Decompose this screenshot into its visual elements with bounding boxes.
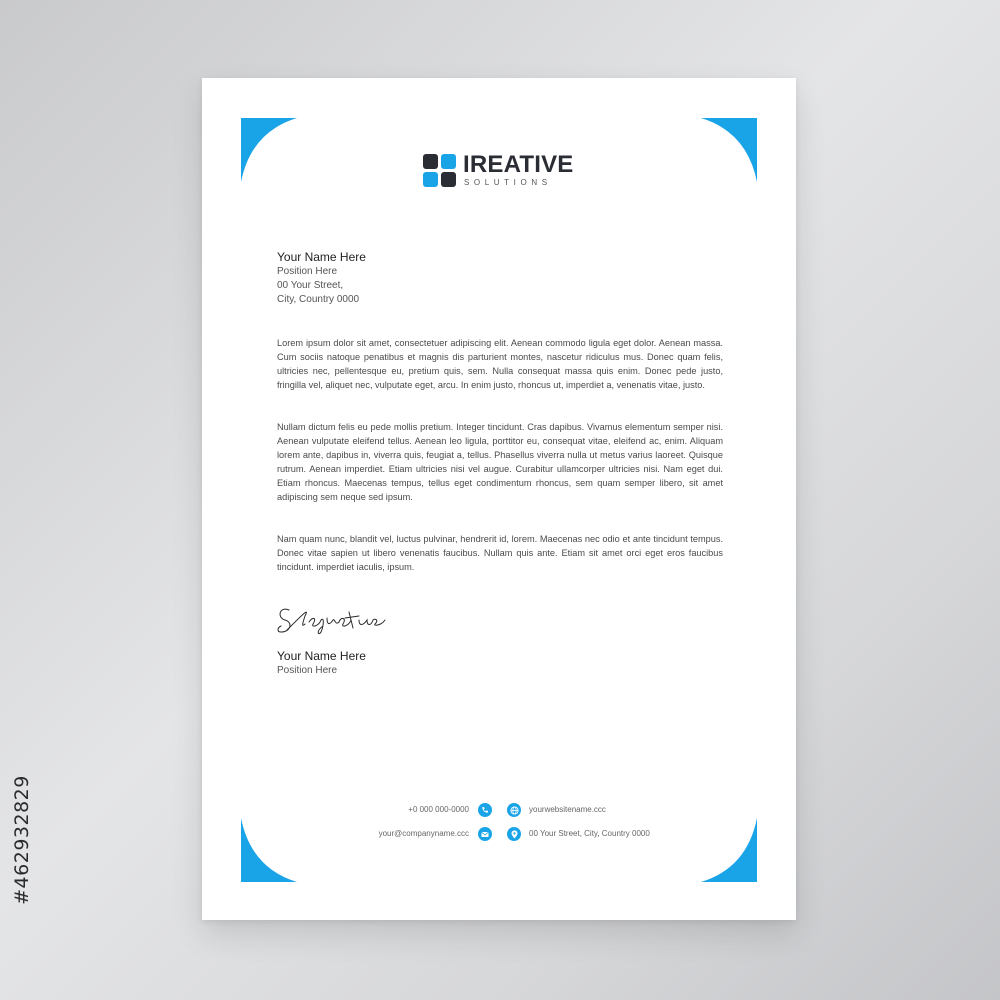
sender-street: 00 Your Street, [277,280,344,291]
body-paragraph-3: Nam quam nunc, blandit vel, luctus pulvinar, hendrerit id, lorem. Maecenas nec odio et ante tincidunt tempus. Donec vitae sapien ut libero venenatis faucibus. Nullam quis ante. Etiam sit amet orci eget eros faucibus tincidunt. imperdiet iaculis, ipsum. [277,534,723,572]
corner-accent-top-right [701,118,757,182]
signatory-position: Position Here [277,665,338,676]
corner-accent-bottom-right [701,818,757,882]
corner-accent-bottom-left [241,818,297,882]
signatory-name: Your Name Here [277,649,366,663]
body-paragraph-1: Lorem ipsum dolor sit amet, consectetuer adipiscing elit. Aenean commodo ligula eget dolor. Aenean massa. Cum sociis natoque penatibus et magnis dis parturient montes, nascetur ridiculus mus. Donec quam felis, ultricies nec, pellentesque eu, pretium quis, sem. Nulla consequat massa quis enim. Donec pede justo, fringilla vel, aliquet nec, vulputate eget, arcu. In enim justo, rhoncus ut, imperdiet a, venenatis vitae, justo. [277,338,723,390]
globe-icon [507,803,521,817]
footer-address: 00 Your Street, City, Country 0000 [529,829,650,838]
letterhead-page [202,78,796,920]
mail-icon [478,827,492,841]
phone-icon [478,803,492,817]
sender-position: Position Here [277,266,338,277]
stock-image-id [6,760,38,920]
sender-name: Your Name Here [277,250,366,264]
logo-mark-icon [423,154,456,187]
logo-subtitle: SOLUTIONS [464,178,552,187]
footer-phone: +0 000 000-0000 [408,805,469,814]
logo-title: IREATIVE [463,151,574,178]
footer-email: your@companyname.ccc [378,829,469,838]
sender-city: City, Country 0000 [277,294,360,305]
handwritten-signature [275,602,387,636]
location-pin-icon [507,827,521,841]
company-logo [423,152,583,188]
corner-accent-top-left [241,118,297,182]
footer-website: yourwebsitename.ccc [529,805,606,814]
body-paragraph-2: Nullam dictum felis eu pede mollis pretium. Integer tincidunt. Cras dapibus. Vivamus elementum semper nisi. Aenean vulputate eleifend tellus. Aenean leo ligula, porttitor eu, consequat vitae, eleifend ac, enim. Aliquam lorem ante, dapibus in, viverra quis, feugiat a, tellus. Phasellus viverra nulla ut metus varius laoreet. Quisque rutrum. Aenean imperdiet. Etiam ultricies nisi vel augue. Curabitur ullamcorper ultricies nisi. Nam eget dui. Etiam rhoncus. Maecenas tempus, tellus eget condimentum rhoncus, sem quam semper libero, sit amet adipiscing sem neque sed ipsum. [277,422,723,502]
stock-image-id-text: #462932829 [11,775,33,905]
